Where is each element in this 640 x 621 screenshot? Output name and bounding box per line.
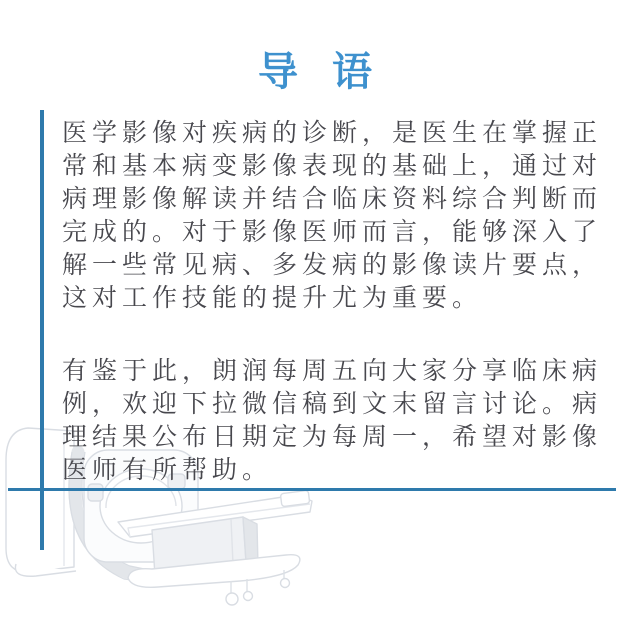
text-line: 理结果公布日期定为每周一，希望对影像: [62, 422, 603, 451]
text-line: 完成的。对于影像医师而言，能够深入了: [62, 217, 603, 246]
text-line: 医学影像对疾病的诊断，是医生在掌握正: [62, 118, 603, 147]
intro-paragraph-2: [62, 354, 607, 486]
text-line: 例，欢迎下拉微信稿到文末留言讨论。病: [62, 389, 603, 418]
text-line: 病理影像解读并结合临床资料综合判断而: [62, 184, 603, 213]
text-line: 常和基本病变影像表现的基础上，通过对: [62, 151, 603, 180]
page-title: 导 语: [258, 49, 382, 95]
vertical-accent-rule: [40, 110, 44, 550]
horizontal-accent-rule: [8, 488, 616, 491]
intro-paragraph-1: [62, 116, 607, 314]
text-line: 医师有所帮助。: [62, 455, 273, 484]
text-line: 这对工作技能的提升尤为重要。: [62, 283, 483, 312]
text-line: 有鉴于此，朗润每周五向大家分享临床病: [62, 356, 603, 385]
text-line: 解一些常见病、多发病的影像读片要点，: [62, 250, 603, 279]
